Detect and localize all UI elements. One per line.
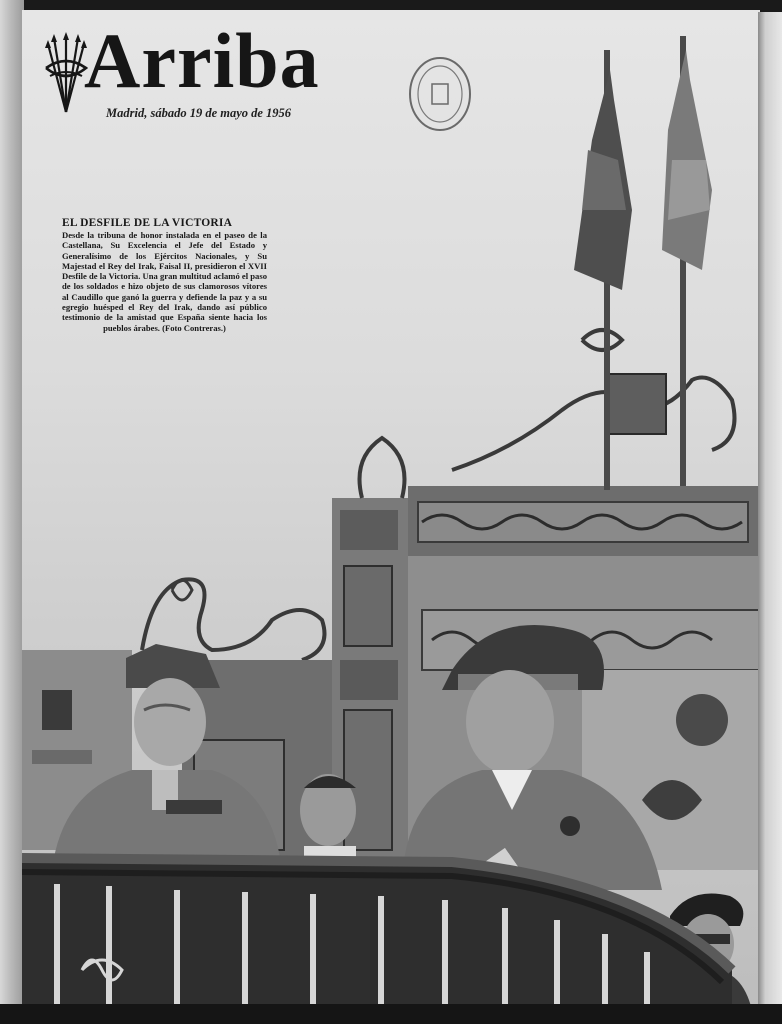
photo-caption (62, 217, 267, 333)
caption-body: Desde la tribuna de honor instalada en el paseo de la Castellana, Su Excelencia el Jefe del Estado y Generalísimo de los Ejércitos Nacionales, y Su Majestad el Rey del Irak, Faisal II, presidieron el XVII Desfile de la Victoria. Una gran multitud aclamó el paso de los soldados e hizo objeto de sus clamorosos vítores al Caudillo que ganó la guerra y defiende la paz y a su egregio huésped el Rey del Irak, dando así público testimonio de la amistad que España siente hacia los pueblos árabes. (Foto Contreras.) (62, 230, 267, 333)
masthead-date: Madrid, sábado 19 de mayo de 1956 (106, 106, 292, 120)
library-stamp-icon (408, 56, 472, 132)
bottom-margin (0, 1004, 782, 1024)
yoke-and-arrows-icon (44, 32, 88, 116)
book-edge-right (758, 12, 782, 1010)
book-edge-left (0, 0, 24, 1024)
newspaper-page (22, 10, 760, 1010)
parade-photo (22, 10, 760, 1010)
masthead-title: Arriba (84, 17, 320, 104)
caption-title: EL DESFILE DE LA VICTORIA (62, 217, 233, 229)
